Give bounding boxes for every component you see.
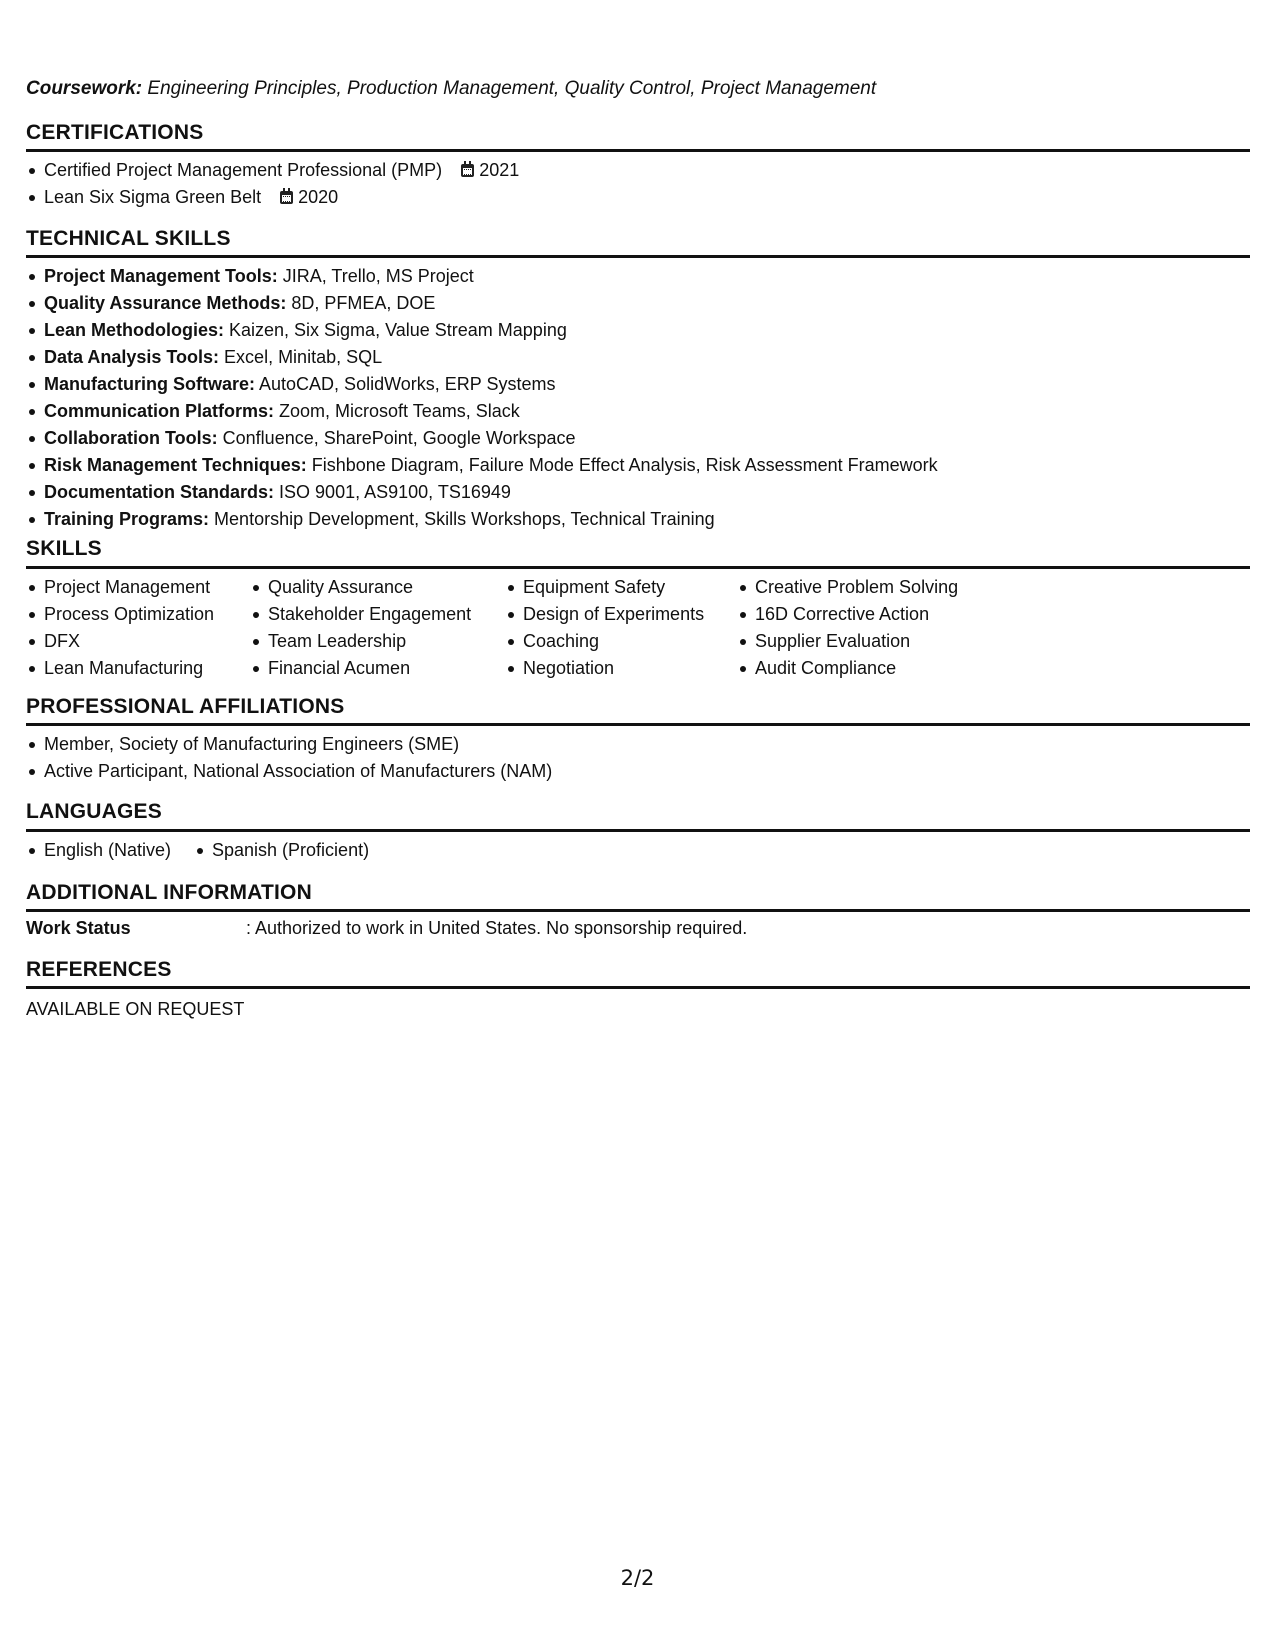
certifications-heading: CERTIFICATIONS — [26, 121, 204, 144]
skill-item — [26, 574, 214, 601]
affiliation-text: Active Participant, National Association of Manufacturers (NAM) — [44, 761, 553, 781]
skill-item — [26, 601, 214, 628]
bullet-icon — [29, 301, 35, 307]
skills-heading: SKILLS — [26, 537, 102, 560]
skill-item — [26, 655, 214, 682]
bullet-icon — [253, 639, 259, 645]
technical-skill-label: Risk Management Techniques: — [44, 455, 307, 475]
skill-label: Process Optimization — [44, 604, 215, 624]
technical-skill-value: JIRA, Trello, MS Project — [277, 266, 474, 286]
bullet-icon — [29, 612, 35, 618]
technical-skill-value: Mentorship Development, Skills Workshops, Technical Training — [209, 509, 715, 529]
skill-item — [737, 655, 958, 682]
technical-skill-item — [26, 479, 938, 506]
references-heading: REFERENCES — [26, 958, 172, 981]
skill-label: Team Leadership — [268, 631, 407, 651]
skill-item — [737, 574, 958, 601]
technical-skill-item — [26, 425, 938, 452]
bullet-icon — [29, 195, 35, 201]
bullet-icon — [253, 666, 259, 672]
bullet-icon — [29, 436, 35, 442]
bullet-icon — [740, 585, 746, 591]
technical-skills-heading: TECHNICAL SKILLS — [26, 227, 231, 250]
technical-skill-label: Data Analysis Tools: — [44, 347, 220, 367]
affiliation-item — [26, 758, 552, 785]
technical-skill-item — [26, 290, 938, 317]
page-number: 2/2 — [620, 1566, 655, 1590]
skills-divider — [26, 566, 1250, 569]
language-text: Spanish (Proficient) — [212, 840, 370, 860]
certification-item — [26, 157, 519, 184]
technical-skill-label: Documentation Standards: — [44, 482, 275, 502]
coursework-label: Coursework: — [26, 78, 143, 99]
technical-skill-item — [26, 371, 938, 398]
affiliations-list — [26, 731, 552, 785]
skill-item — [250, 601, 471, 628]
bullet-icon — [29, 409, 35, 415]
skill-item — [250, 655, 471, 682]
technical-skill-item — [26, 506, 938, 533]
skill-label: Quality Assurance — [268, 577, 414, 597]
bullet-icon — [253, 585, 259, 591]
skill-item — [737, 601, 958, 628]
skill-item — [505, 601, 704, 628]
certifications-divider — [26, 149, 1250, 152]
bullet-icon — [740, 639, 746, 645]
skill-label: 16D Corrective Action — [755, 604, 930, 624]
technical-skill-value: Confluence, SharePoint, Google Workspace — [217, 428, 576, 448]
bullet-icon — [508, 666, 514, 672]
language-item — [194, 837, 369, 864]
certification-name: Certified Project Management Professional (PMP) — [44, 160, 443, 180]
bullet-icon — [508, 585, 514, 591]
skill-item — [250, 628, 471, 655]
skill-item — [737, 628, 958, 655]
bullet-icon — [740, 612, 746, 618]
references-divider — [26, 986, 1250, 989]
references-text: AVAILABLE ON REQUEST — [26, 999, 245, 1019]
bullet-icon — [29, 168, 35, 174]
skills-column-4 — [737, 574, 958, 682]
skill-label: DFX — [44, 631, 80, 651]
bullet-icon — [29, 274, 35, 280]
additional-info-divider — [26, 909, 1250, 912]
work-status-label: Work Status — [26, 918, 131, 938]
bullet-icon — [508, 639, 514, 645]
technical-skill-item — [26, 452, 938, 479]
skill-label: Supplier Evaluation — [755, 631, 911, 651]
language-text: English (Native) — [44, 840, 172, 860]
certification-item — [26, 184, 519, 211]
skills-column-1 — [26, 574, 214, 682]
bullet-icon — [29, 585, 35, 591]
bullet-icon — [29, 328, 35, 334]
skill-label: Equipment Safety — [523, 577, 666, 597]
skill-label: Stakeholder Engagement — [268, 604, 472, 624]
technical-skill-value: Excel, Minitab, SQL — [219, 347, 383, 367]
bullet-icon — [197, 848, 203, 854]
bullet-icon — [29, 463, 35, 469]
skill-label: Project Management — [44, 577, 211, 597]
affiliation-text: Member, Society of Manufacturing Engineers (SME) — [44, 734, 460, 754]
technical-skill-item — [26, 398, 938, 425]
bullet-icon — [29, 355, 35, 361]
skill-item — [505, 655, 704, 682]
technical-skill-value: 8D, PFMEA, DOE — [286, 293, 436, 313]
skills-column-3 — [505, 574, 704, 682]
bullet-icon — [29, 639, 35, 645]
calendar-icon — [280, 191, 293, 204]
skill-label: Creative Problem Solving — [755, 577, 959, 597]
technical-skill-value: Fishbone Diagram, Failure Mode Effect Analysis, Risk Assessment Framework — [306, 455, 938, 475]
bullet-icon — [29, 848, 35, 854]
affiliation-item — [26, 731, 552, 758]
coursework-value: Engineering Principles, Production Management, Quality Control, Project Management — [142, 78, 877, 99]
affiliations-heading: PROFESSIONAL AFFILIATIONS — [26, 695, 345, 718]
certifications-list — [26, 157, 519, 211]
languages-divider — [26, 829, 1250, 832]
calendar-icon — [461, 164, 474, 177]
bullet-icon — [253, 612, 259, 618]
bullet-icon — [740, 666, 746, 672]
technical-skill-label: Project Management Tools: — [44, 266, 278, 286]
technical-skill-label: Quality Assurance Methods: — [44, 293, 287, 313]
skill-item — [26, 628, 214, 655]
skill-label: Audit Compliance — [755, 658, 897, 678]
additional-info-heading: ADDITIONAL INFORMATION — [26, 881, 312, 904]
coursework-line — [26, 78, 876, 100]
skill-label: Design of Experiments — [523, 604, 705, 624]
skill-item — [505, 574, 704, 601]
bullet-icon — [508, 612, 514, 618]
technical-skill-value: AutoCAD, SolidWorks, ERP Systems — [255, 374, 556, 394]
skill-label: Negotiation — [523, 658, 615, 678]
technical-skills-divider — [26, 255, 1250, 258]
affiliations-divider — [26, 723, 1250, 726]
technical-skill-label: Manufacturing Software: — [44, 374, 256, 394]
skill-item — [250, 574, 471, 601]
certification-name: Lean Six Sigma Green Belt — [44, 187, 262, 207]
technical-skill-value: Kaizen, Six Sigma, Value Stream Mapping — [224, 320, 567, 340]
technical-skill-item — [26, 263, 938, 290]
skill-label: Coaching — [523, 631, 600, 651]
technical-skill-value: ISO 9001, AS9100, TS16949 — [274, 482, 511, 502]
work-status-value: : Authorized to work in United States. No sponsorship required. — [246, 918, 748, 938]
languages-heading: LANGUAGES — [26, 800, 162, 823]
technical-skills-list — [26, 263, 938, 533]
bullet-icon — [29, 742, 35, 748]
certification-year: 2020 — [298, 187, 339, 207]
bullet-icon — [29, 666, 35, 672]
technical-skill-item — [26, 344, 938, 371]
technical-skill-label: Lean Methodologies: — [44, 320, 224, 340]
skills-column-2 — [250, 574, 471, 682]
technical-skill-item — [26, 317, 938, 344]
technical-skill-label: Communication Platforms: — [44, 401, 275, 421]
skill-label: Lean Manufacturing — [44, 658, 204, 678]
skill-label: Financial Acumen — [268, 658, 411, 678]
technical-skill-value: Zoom, Microsoft Teams, Slack — [274, 401, 520, 421]
bullet-icon — [29, 382, 35, 388]
bullet-icon — [29, 517, 35, 523]
technical-skill-label: Training Programs: — [44, 509, 210, 529]
language-item — [26, 837, 171, 864]
certification-year: 2021 — [479, 160, 520, 180]
bullet-icon — [29, 490, 35, 496]
technical-skill-label: Collaboration Tools: — [44, 428, 218, 448]
skill-item — [505, 628, 704, 655]
bullet-icon — [29, 769, 35, 775]
